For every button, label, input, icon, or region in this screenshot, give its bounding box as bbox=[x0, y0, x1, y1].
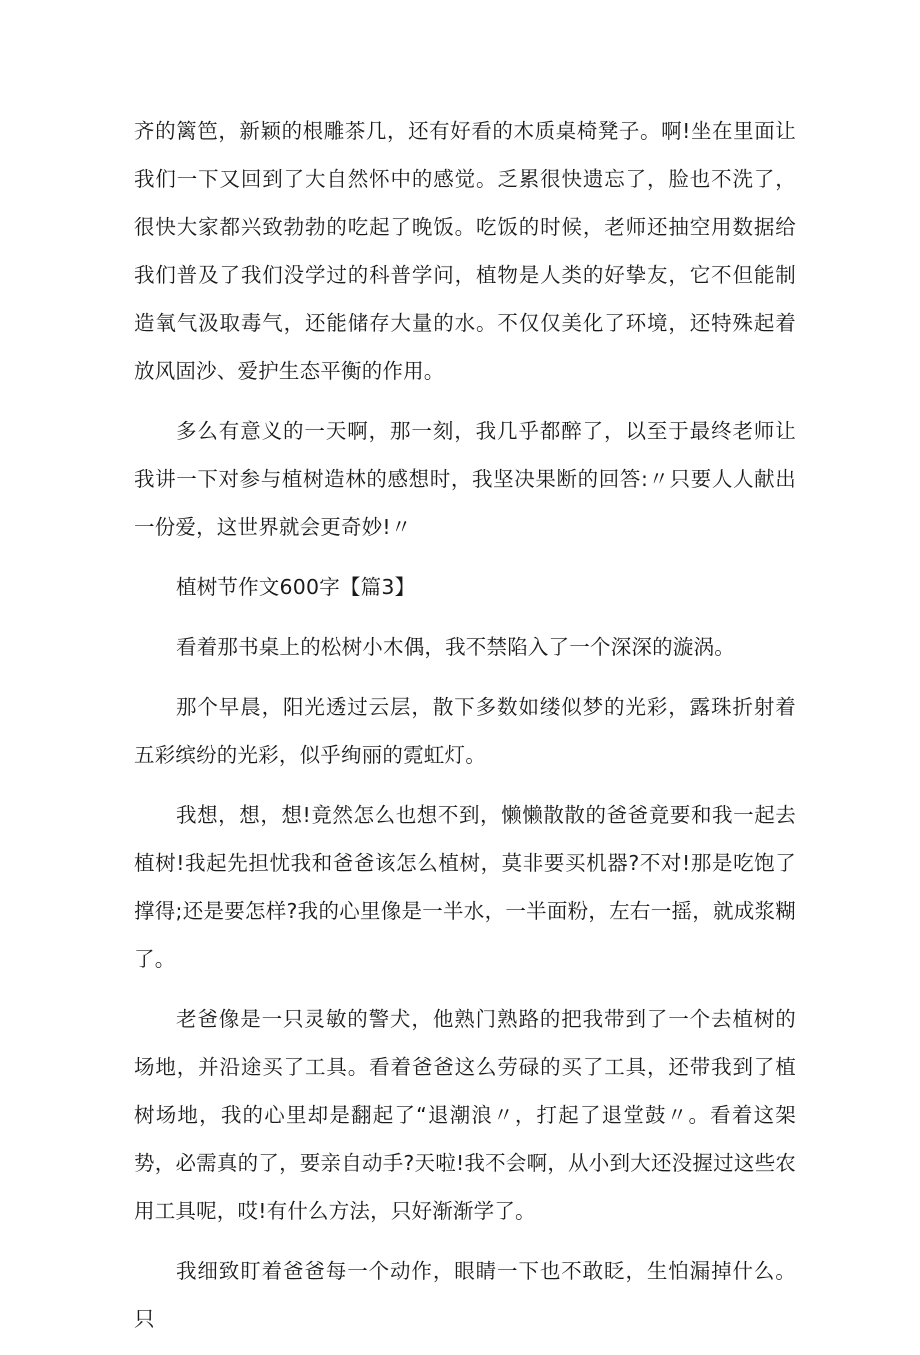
paragraph-4: 那个早晨，阳光透过云层，散下多数如缕似梦的光彩，露珠折射着五彩缤纷的光彩，似乎绚丽的霓虹灯。 bbox=[134, 695, 796, 767]
paragraph-1: 齐的篱笆，新颖的根雕茶几，还有好看的木质桌椅凳子。啊!坐在里面让我们一下又回到了大自然怀中的感觉。乏累很快遗忘了，脸也不洗了，很快大家都兴致勃勃的吃起了晚饭。吃饭的时候，老师还抽空用数据给我们普及了我们没学过的科普学问，植物是人类的好挚友，它不但能制造氧气汲取毒气，还能储存大量的水。不仅仅美化了环境，还特殊起着放风固沙、爱护生态平衡的作用。 bbox=[134, 119, 796, 383]
paragraph-5: 我想，想，想!竟然怎么也想不到，懒懒散散的爸爸竟要和我一起去植树!我起先担忧我和爸爸该怎么植树，莫非要买机器?不对!那是吃饱了撑得;还是要怎样?我的心里像是一半水，一半面粉，左右一摇，就成浆糊了。 bbox=[134, 803, 796, 971]
paragraph-6: 老爸像是一只灵敏的警犬，他熟门熟路的把我带到了一个去植树的场地，并沿途买了工具。看着爸爸这么劳碌的买了工具，还带我到了植树场地，我的心里却是翻起了“退潮浪〃，打起了退堂鼓〃。看着这架势，必需真的了，要亲自动手?天啦!我不会啊，从小到大还没握过这些农用工具呢，哎!有什么方法，只好渐渐学了。 bbox=[134, 1007, 796, 1223]
section-heading: 植树节作文600字【篇3】 bbox=[176, 575, 416, 599]
paragraph-2: 多么有意义的一天啊，那一刻，我几乎都醉了，以至于最终老师让我讲一下对参与植树造林的感想时，我坚决果断的回答:〃只要人人献出一份爱，这世界就会更奇妙!〃 bbox=[134, 419, 796, 539]
paragraph-7: 我细致盯着爸爸每一个动作，眼睛一下也不敢眨，生怕漏掉什么。只 bbox=[134, 1259, 796, 1331]
document-body bbox=[134, 107, 796, 1355]
paragraph-3: 看着那书桌上的松树小木偶，我不禁陷入了一个深深的漩涡。 bbox=[176, 635, 735, 659]
